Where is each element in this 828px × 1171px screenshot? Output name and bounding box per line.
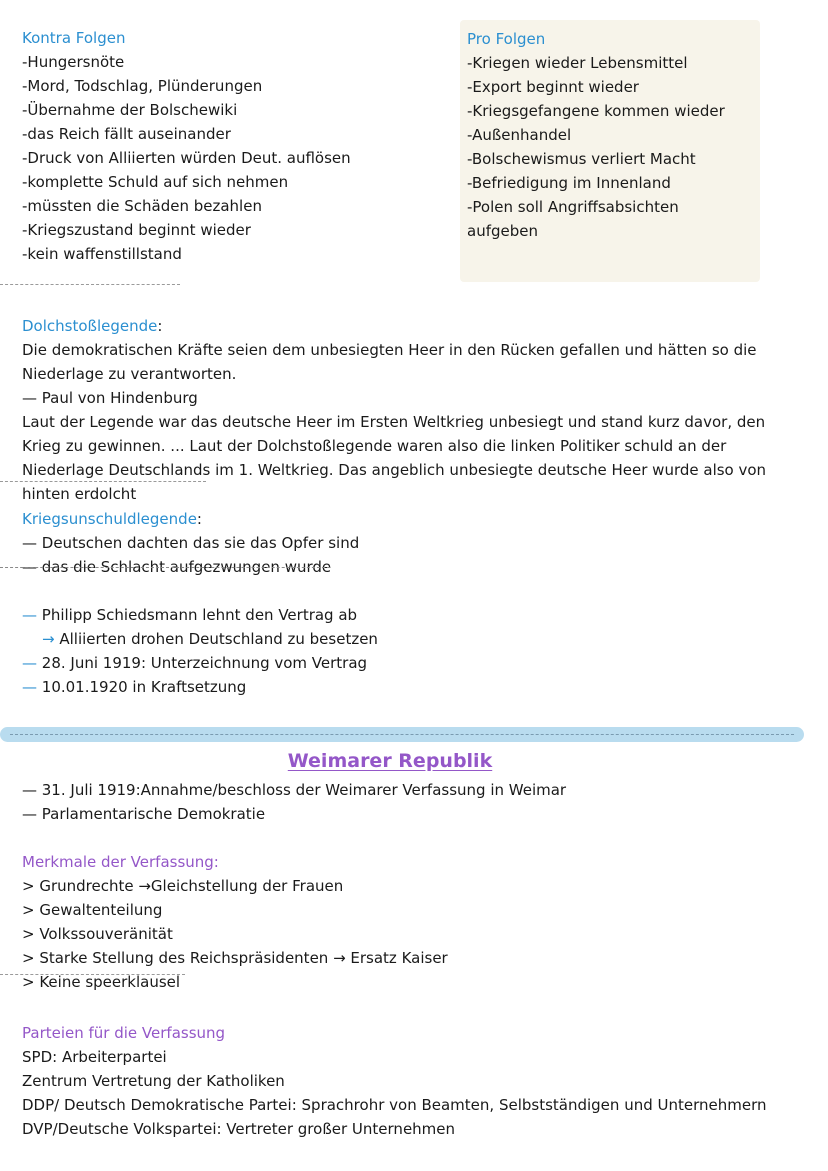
kontra-item: -das Reich fällt auseinander [22,125,231,143]
dolchstoss-line: hinten erdolcht [22,485,137,503]
kriegsunschuld-section [22,507,359,579]
kriegsunschuld-colon: : [196,510,202,528]
dolchstoss-colon: : [157,317,163,335]
pro-item: -Befriedigung im Innenland [467,174,671,192]
vertrag-subitem: → Alliierten drohen Deutschland zu besetzen [42,630,378,648]
dolchstoss-heading: Dolchstoßlegende [22,317,158,335]
merkmale-item: > Grundrechte →Gleichstellung der Frauen [22,877,344,895]
arrow-right-icon: → [42,630,55,648]
weimar-item: — Parlamentarische Demokratie [22,805,266,823]
kriegsunschuld-item: — Deutschen dachten das sie das Opfer sind [22,534,360,552]
dolchstoss-line: — Paul von Hindenburg [22,389,198,407]
dolchstoss-line: Laut der Legende war das deutsche Heer im Ersten Weltkrieg unbesiegt und stand kurz davor, den [22,413,766,431]
parteien-item: SPD: Arbeiterpartei [22,1048,167,1066]
kriegsunschuld-heading: Kriegsunschuldlegende [22,510,197,528]
vertrag-item: — 10.01.1920 in Kraftsetzung [22,678,247,696]
merkmale-section [22,850,448,994]
kriegsunschuld-item: — das die Schlacht aufgezwungen wurde [22,558,332,576]
kontra-section [22,26,351,266]
pro-item: -Kriegsgefangene kommen wieder [467,102,725,120]
kontra-item: -Druck von Alliierten würden Deut. auflösen [22,149,351,167]
pro-heading: Pro Folgen [467,30,546,48]
kontra-item: -Hungersnöte [22,53,125,71]
divider [0,567,330,568]
merkmale-item: > Volkssouveränität [22,925,173,943]
divider [0,284,180,285]
parteien-section [22,1021,767,1141]
pro-item: -Bolschewismus verliert Macht [467,150,696,168]
dolchstoss-line: Niederlage zu verantworten. [22,365,237,383]
kontra-item: -müssten die Schäden bezahlen [22,197,262,215]
kontra-item: -Kriegszustand beginnt wieder [22,221,251,239]
divider [0,974,185,975]
pro-item: -Außenhandel [467,126,572,144]
kontra-item: -Übernahme der Bolschewiki [22,101,238,119]
weimar-item: — 31. Juli 1919:Annahme/beschloss der Weimarer Verfassung in Weimar [22,781,567,799]
dolchstoss-line: Niederlage Deutschlands im 1. Weltkrieg. Das angeblich unbesiegte deutsche Heer wurde also von [22,461,767,479]
pro-item: -Polen soll Angriffsabsichten [467,198,679,216]
dolchstoss-line: Die demokratischen Kräfte seien dem unbesiegten Heer in den Rücken gefallen und hätten so die [22,341,757,359]
dolchstoss-section [22,314,766,506]
parteien-item: Zentrum Vertretung der Katholiken [22,1072,285,1090]
section-band [0,727,804,742]
merkmale-item: > Keine speerklausel [22,973,181,991]
pro-item: -Kriegen wieder Lebensmittel [467,54,688,72]
kontra-heading: Kontra Folgen [22,29,126,47]
merkmale-item: > Gewaltenteilung [22,901,163,919]
weimar-title: Weimarer Republik [287,750,493,772]
vertrag-section [22,603,378,699]
pro-item: aufgeben [467,222,538,240]
parteien-item: DDP/ Deutsch Demokratische Partei: Sprachrohr von Beamten, Selbstständigen und Unternehmern [22,1096,767,1114]
kontra-item: -Mord, Todschlag, Plünderungen [22,77,263,95]
vertrag-item: — 28. Juni 1919: Unterzeichnung vom Vertrag [22,654,368,672]
pro-item: -Export beginnt wieder [467,78,639,96]
merkmale-item: > Starke Stellung des Reichspräsidenten → Ersatz Kaiser [22,949,448,967]
pro-section [467,27,725,243]
weimar-section [22,778,566,826]
vertrag-item: — Philipp Schiedsmann lehnt den Vertrag ab [22,606,358,624]
kontra-item: -komplette Schuld auf sich nehmen [22,173,289,191]
parteien-item: DVP/Deutsche Volkspartei: Vertreter großer Unternehmen [22,1120,456,1138]
divider [0,481,206,482]
merkmale-heading: Merkmale der Verfassung: [22,853,219,871]
kontra-item: -kein waffenstillstand [22,245,182,263]
dolchstoss-line: Krieg zu gewinnen. ... Laut der Dolchstoßlegende waren also die linken Politiker schuld an der [22,437,727,455]
weimar-title-wrap [0,750,780,772]
parteien-heading: Parteien für die Verfassung [22,1024,226,1042]
